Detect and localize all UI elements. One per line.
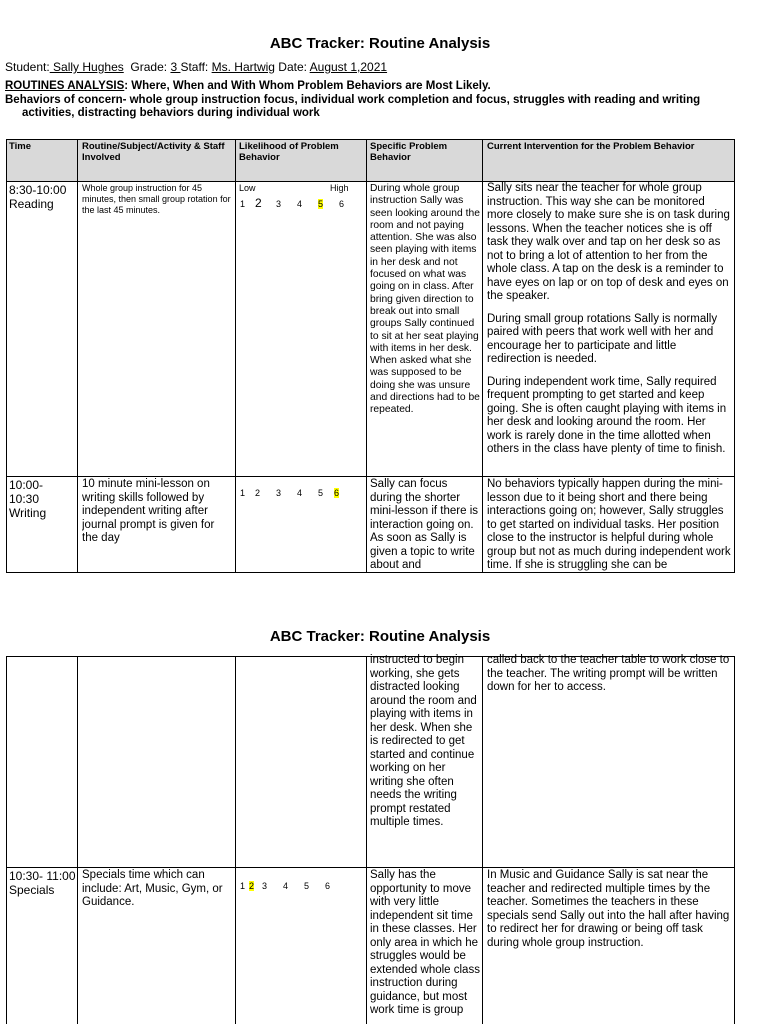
grade-label: Grade: <box>130 60 168 74</box>
scale-value-highlighted: 6 <box>334 488 340 498</box>
row-reading-intervention <box>487 182 733 475</box>
student-info-line <box>5 60 387 74</box>
row-writing-routine: 10 minute mini-lesson on writing skills followed by independent writing after journal prompt is given for the day <box>82 478 215 544</box>
staff-label: Staff: <box>180 60 209 74</box>
header-time: Time <box>9 141 32 152</box>
scale-value: 3 <box>262 881 268 891</box>
scale-value: 6 <box>339 199 345 209</box>
table-2-column-divider <box>482 656 483 1024</box>
scale-value: 5 <box>304 881 310 891</box>
scale-value: 1 <box>240 488 246 498</box>
page-2-title: ABC Tracker: Routine Analysis <box>269 628 491 645</box>
row-reading-routine: Whole group instruction for 45 minutes, then small group rotation for the last 45 minutes. <box>82 183 231 215</box>
date-value: August 1,2021 <box>309 60 388 74</box>
table-column-divider <box>366 139 367 573</box>
row-specials-routine: Specials time which can include: Art, Music, Gym, or Guidance. <box>82 869 223 908</box>
grade-value: 3 <box>170 60 181 74</box>
header-specific-behavior: Specific Problem Behavior <box>370 141 448 163</box>
intervention-paragraph: Sally sits near the teacher for whole group instruction. This way she can be monitored more closely to make sure she is on task during lessons. When the teacher notices she is off task they walk over and tap on her desk so as not to bring a lot of attention to her from the whole class. A tap on the desk is a reminder to have eyes on lap or on top of desk and eyes on the speaker. <box>487 182 730 302</box>
table-border-top <box>6 139 735 140</box>
row-writing-specific-behavior: Sally can focus during the shorter mini-lesson if there is interaction going on. As soon as Sally is given a topic to write about and <box>370 478 479 571</box>
row-specials-specific-behavior: Sally has the opportunity to move with very little independent sit time in these classes. Her only area in which he struggles would be extended whole class instruction during guidance, but most work time is group <box>370 869 480 1016</box>
scale-value: 1 <box>240 881 246 891</box>
scale-value: 5 <box>318 488 324 498</box>
header-intervention: Current Intervention for the Problem Behavior <box>487 141 695 152</box>
routines-analysis-lead: ROUTINES ANALYSIS <box>5 80 125 92</box>
scale-value: 1 <box>240 199 246 209</box>
table-border-left <box>6 139 7 573</box>
scale-value: 4 <box>297 199 303 209</box>
table-2-column-divider <box>77 656 78 1024</box>
routines-analysis-heading <box>5 80 735 121</box>
scale-value: 4 <box>283 881 289 891</box>
header-likelihood: Likelihood of Problem Behavior <box>239 141 339 163</box>
row-writing-intervention: No behaviors typically happen during the mini-lesson due to it being short and there being interactions going on; however, Sally struggles to get started on individual tasks. Her position close to the instructor is helpful during whole group but not as much during independent work time. If she is struggling she can be <box>487 478 731 571</box>
table-2-border-right <box>734 656 735 1024</box>
concerns-line-1: Behaviors of concern- whole group instruction focus, individual work completion and focus, struggles with reading and writing <box>5 93 701 106</box>
table-border-right <box>734 139 735 573</box>
row-reading-specific-behavior: During whole group instruction Sally was seen looking around the room and not paying attention. She was also seen playing with items in her desk and not focused on what was going on in class. After bring given direction to break out into small groups Sally continued to sit at her seat playing with items in her desk. When asked what she was supposed to be doing she was unsure and directions had to be repeated. <box>370 183 480 416</box>
scale-value: 4 <box>297 488 303 498</box>
table-2-border-left <box>6 656 7 1024</box>
scale-low-label: Low <box>239 183 256 193</box>
student-label: Student: <box>5 60 50 74</box>
page-title: ABC Tracker: Routine Analysis <box>269 35 491 52</box>
staff-name: Ms. Hartwig <box>211 60 275 74</box>
table-column-divider <box>482 139 483 573</box>
table-2-row-divider <box>6 867 735 868</box>
table-2-column-divider <box>366 656 367 1024</box>
header-routine: Routine/Subject/Activity & Staff Involved <box>82 141 225 163</box>
likelihood-scale-specials <box>240 881 346 891</box>
row-reading-time: 8:30-10:00 Reading <box>9 183 67 211</box>
table-column-divider <box>77 139 78 573</box>
likelihood-scale-writing <box>240 488 355 498</box>
scale-value: 3 <box>276 488 282 498</box>
routines-analysis-text: : Where, When and With Whom Problem Behaviors are Most Likely. <box>124 80 491 92</box>
scale-value-highlighted: 2 <box>249 881 255 891</box>
scale-value: 2 <box>255 196 262 210</box>
concerns-line-2: activities, distracting behaviors during individual work <box>22 107 320 119</box>
scale-value: 3 <box>276 199 282 209</box>
student-name: Sally Hughes <box>49 60 124 74</box>
date-label: Date: <box>278 60 307 74</box>
row-writing-time: 10:00- 10:30 Writing <box>9 478 47 520</box>
intervention-paragraph: During independent work time, Sally required frequent prompting to get started and keep going. She is often caught playing with items in her desk and looking around the room. Her work is rarely done in the time allotted when others in the class have plenty of time to finish. <box>487 375 727 455</box>
table-border-bottom <box>6 572 735 573</box>
table-2-column-divider <box>235 656 236 1024</box>
scale-value-highlighted: 5 <box>318 199 324 209</box>
row-writing-intervention-continued: called back to the teacher table to work close to the teacher. The writing prompt will be written down for her to access. <box>487 654 730 693</box>
intervention-paragraph: During small group rotations Sally is normally paired with peers that work well with her and encourage her to participate and little redirection is needed. <box>487 312 718 365</box>
scale-high-label: High <box>330 183 349 193</box>
scale-value: 2 <box>255 488 261 498</box>
row-specials-time: 10:30- 11:00 Specials <box>9 869 76 897</box>
table-row-divider <box>6 476 735 477</box>
likelihood-scale-reading <box>240 196 360 210</box>
scale-value: 6 <box>325 881 331 891</box>
row-specials-intervention: In Music and Guidance Sally is sat near the teacher and redirected multiple times by the teacher. Sometimes the teachers in these specials send Sally out into the hall after having to redirect her for drawing or being off task during whole group instruction. <box>487 869 730 949</box>
table-column-divider <box>235 139 236 573</box>
row-writing-specific-behavior-continued: instructed to begin working, she gets distracted looking around the room and playing with items in her desk. When she is redirected to get started and continue working on her writing she often needs the writing prompt restated multiple times. <box>370 654 477 828</box>
